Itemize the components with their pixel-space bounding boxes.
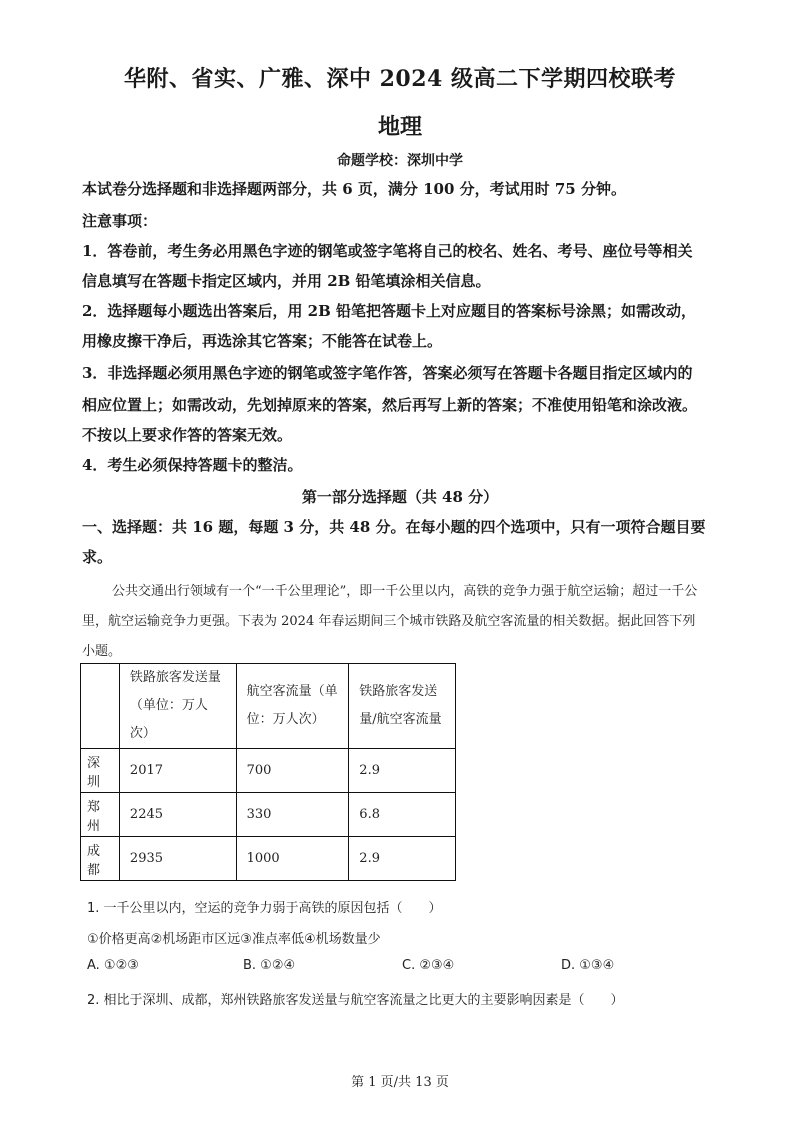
notice-line: 用橡皮擦干净后，再选涂其它答案；不能答在试卷上。 [82, 332, 443, 350]
table-header-cell [119, 664, 236, 749]
table-header-cell [81, 664, 120, 749]
table-cell: 2.9 [349, 837, 456, 881]
notice-line: 3．非选择题必须用黑色字迹的钢笔或签字笔作答，答案必须写在答题卡各题目指定区域内的 [82, 364, 693, 382]
subject-title: 地理 [377, 114, 422, 140]
header-text: 铁路旅客发送量 [129, 670, 221, 685]
option-b: B. ①②④ [243, 958, 296, 973]
table-cell: 1000 [236, 837, 349, 881]
table-header-cell [236, 664, 349, 749]
setter-school: 命题学校：深圳中学 [337, 153, 463, 169]
notice-heading: 注意事项： [82, 212, 158, 230]
data-table [80, 663, 456, 881]
table-cell: 2935 [119, 837, 236, 881]
header-text: 航空客流量（单 [246, 684, 338, 699]
page-number: 第 1 页/共 13 页 [351, 1075, 449, 1090]
header-text: 铁路旅客发送 [359, 684, 438, 699]
notice-line: 1．答卷前，考生务必用黑色字迹的钢笔或签字笔将自己的校名、姓名、考号、座位号等相关 [82, 242, 693, 260]
table-cell: 2.9 [349, 749, 456, 793]
notice-line: 4．考生必须保持答题卡的整洁。 [82, 456, 303, 474]
city-cell: 深圳 [81, 749, 120, 793]
question-2-stem: 2. 相比于深圳、成都，郑州铁路旅客发送量与航空客流量之比更大的主要影响因素是（ ） [87, 993, 624, 1008]
table-row [81, 793, 456, 837]
table-cell: 700 [236, 749, 349, 793]
passage-line: 里，航空运输竞争力更强。下表为 2024 年春运期间三个城市铁路及航空客流量的相关数据。据此回答下列 [82, 614, 696, 629]
exam-intro: 本试卷分选择题和非选择题两部分，共 6 页，满分 100 分，考试用时 75 分钟。 [82, 180, 626, 198]
exam-title: 华附、省实、广雅、深中 2024 级高二下学期四校联考 [123, 66, 677, 92]
notice-line: 信息填写在答题卡指定区域内，并用 2B 铅笔填涂相关信息。 [82, 272, 491, 290]
table-cell: 6.8 [349, 793, 456, 837]
table-cell: 2245 [119, 793, 236, 837]
header-text: 位：万人次） [246, 712, 325, 727]
header-text: 量/航空客流量 [359, 712, 442, 727]
option-a: A. ①②③ [87, 958, 139, 973]
table-cell: 330 [236, 793, 349, 837]
header-text: （单位：万人次） [129, 698, 208, 741]
notice-line: 相应位置上；如需改动，先划掉原来的答案，然后再写上新的答案；不准使用铅笔和涂改液。 [82, 396, 698, 414]
notice-line: 不按以上要求作答的答案无效。 [82, 426, 293, 444]
question-1-items: ①价格更高②机场距市区远③准点率低④机场数量少 [87, 932, 381, 947]
city-cell: 成都 [81, 837, 120, 881]
table-row [81, 749, 456, 793]
table-header-row [81, 664, 456, 749]
option-d: D. ①③④ [561, 958, 615, 973]
notice-line: 2．选择题每小题选出答案后，用 2B 铅笔把答题卡上对应题目的答案标号涂黑；如需改动， [82, 302, 697, 320]
passage-line: 小题。 [82, 644, 122, 659]
part-intro: 一、选择题：共 16 题，每题 3 分，共 48 分。在每小题的四个选项中，只有一项符合题目要 [82, 518, 706, 536]
city-cell: 郑州 [81, 793, 120, 837]
table-header-cell [349, 664, 456, 749]
option-c: C. ②③④ [402, 958, 455, 973]
passage-line: 公共交通出行领域有一个“一千公里理论”，即一千公里以内，高铁的竞争力强于航空运输；超过一千公 [112, 584, 698, 599]
table-cell: 2017 [119, 749, 236, 793]
section-title: 第一部分选择题（共 48 分） [301, 488, 499, 506]
question-1-stem: 1. 一千公里以内，空运的竞争力弱于高铁的原因包括（ ） [87, 901, 442, 916]
table-row [81, 837, 456, 881]
part-intro: 求。 [82, 548, 113, 566]
